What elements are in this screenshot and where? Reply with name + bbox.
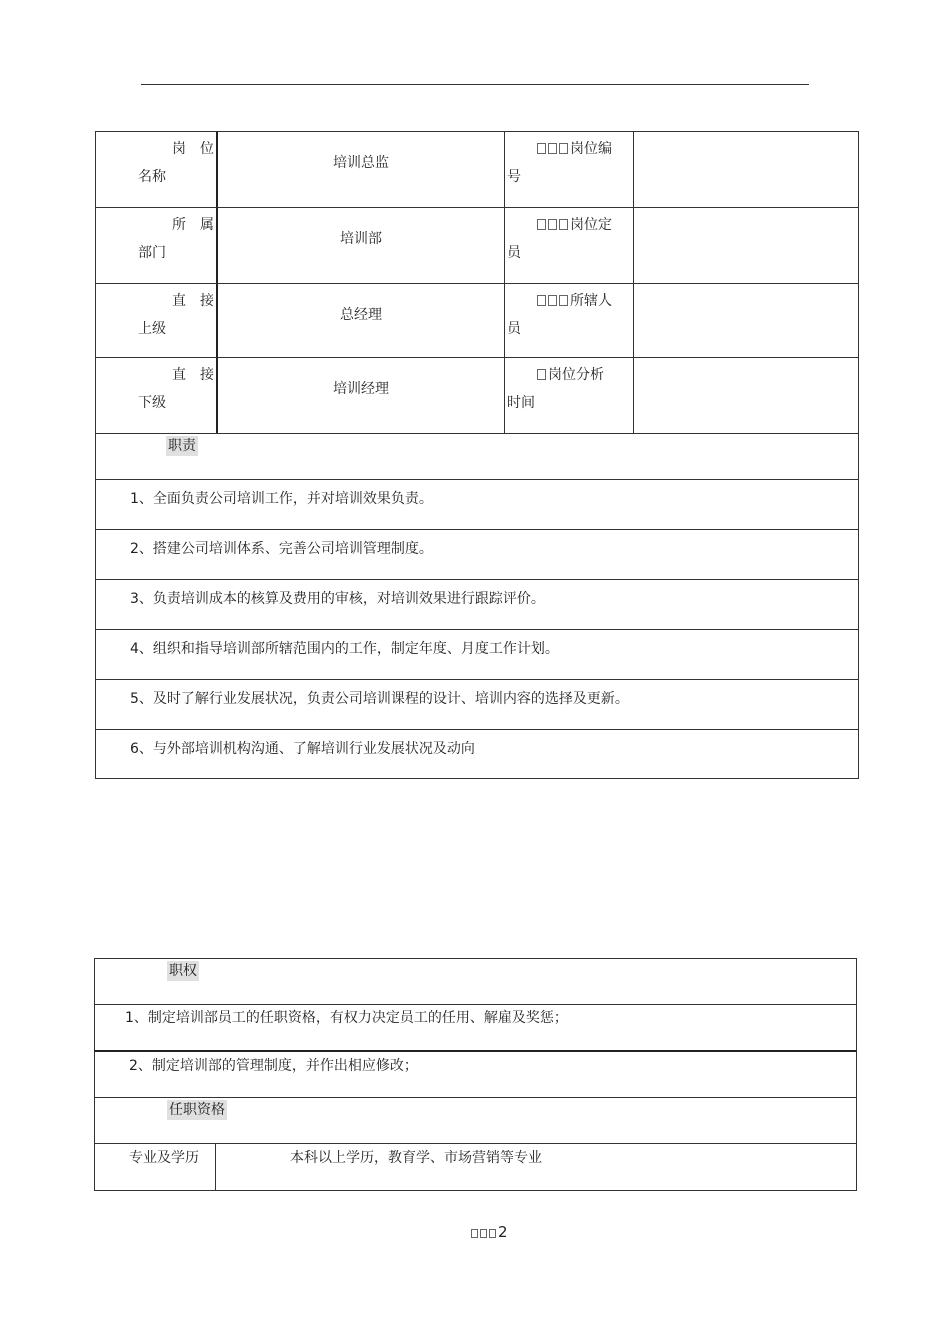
info-cell-label (95, 207, 228, 283)
info-right-label-bottom: 员 (507, 245, 521, 261)
qualifications-heading: 任职资格 (169, 1102, 225, 1118)
info-cell-value (218, 131, 505, 207)
info-label-top: 所属 (172, 217, 228, 233)
authority-heading-row (94, 958, 857, 1004)
info-value: 总经理 (340, 307, 382, 323)
info-right-label-bottom: 时间 (507, 395, 535, 411)
duty-text: 6、与外部培训机构沟通、了解培训行业发展状况及动向 (130, 741, 475, 757)
duties-heading-row (95, 433, 859, 479)
info-label-bottom: 上级 (138, 321, 166, 337)
placeholder-box-icon (537, 369, 546, 380)
info-value: 培训经理 (333, 381, 389, 397)
duty-text: 3、负责培训成本的核算及费用的审核，对培训效果进行跟踪评价。 (130, 591, 545, 607)
header-rule (141, 84, 809, 85)
info-right-label-top: 岗位编 (537, 138, 612, 158)
info-cell-right-label (505, 131, 634, 207)
placeholder-box-icon (548, 295, 557, 306)
info-cell-label (95, 283, 228, 357)
info-label-top: 岗位 (172, 141, 228, 157)
placeholder-box-icon (480, 1229, 487, 1238)
duty-text: 1、全面负责公司培训工作，并对培训效果负责。 (130, 491, 433, 507)
placeholder-box-icon (489, 1229, 496, 1238)
info-cell-right-label (505, 207, 634, 283)
page-number: 2 (498, 1223, 508, 1241)
info-value: 培训部 (340, 231, 382, 247)
placeholder-box-icon (548, 219, 557, 230)
authority-text: 2、制定培训部的管理制度，并作出相应修改； (129, 1058, 418, 1074)
duty-text: 5、及时了解行业发展状况，负责公司培训课程的设计、培训内容的选择及更新。 (130, 691, 629, 707)
qualification-value-cell (216, 1143, 857, 1191)
duties-heading: 职责 (168, 438, 196, 454)
info-cell-right-label (505, 283, 634, 357)
duty-item (95, 679, 859, 729)
info-label-bottom: 名称 (138, 169, 166, 185)
authority-item (94, 1004, 857, 1051)
page-footer (471, 1223, 508, 1241)
info-right-label-top: 岗位分析 (537, 364, 604, 384)
duty-item (95, 529, 859, 579)
qualification-value: 本科以上学历，教育学、市场营销等专业 (290, 1150, 542, 1166)
info-cell-right-label (505, 357, 634, 433)
duty-item (95, 479, 859, 529)
info-cell-right-value[interactable] (634, 131, 859, 207)
info-cell-value (218, 283, 505, 357)
info-label-bottom: 部门 (138, 245, 166, 261)
placeholder-box-icon (559, 143, 568, 154)
placeholder-box-icon (537, 219, 546, 230)
info-cell-right-value[interactable] (634, 283, 859, 357)
placeholder-box-icon (537, 143, 546, 154)
info-cell-value (218, 357, 505, 433)
info-right-label-bottom: 号 (507, 169, 521, 185)
placeholder-box-icon (537, 295, 546, 306)
info-value: 培训总监 (333, 155, 389, 171)
info-cell-label (95, 131, 228, 207)
duty-item (95, 629, 859, 679)
info-cell-label (95, 357, 228, 433)
info-label-bottom: 下级 (138, 395, 166, 411)
info-right-label-top: 岗位定 (537, 214, 612, 234)
placeholder-box-icon (559, 295, 568, 306)
info-right-label-top: 所辖人 (537, 290, 612, 310)
duty-item (95, 579, 859, 629)
info-cell-value (218, 207, 505, 283)
info-cell-right-value[interactable] (634, 207, 859, 283)
info-label-top: 直接 (172, 293, 228, 309)
placeholder-box-icon (471, 1229, 478, 1238)
duty-text: 2、搭建公司培训体系、完善公司培训管理制度。 (130, 541, 433, 557)
info-label-top: 直接 (172, 367, 228, 383)
authority-text: 1、制定培训部员工的任职资格，有权力决定员工的任用、解雇及奖惩； (125, 1010, 568, 1026)
placeholder-box-icon (548, 143, 557, 154)
duty-text: 4、组织和指导培训部所辖范围内的工作，制定年度、月度工作计划。 (130, 641, 559, 657)
qualification-label-cell (94, 1143, 216, 1191)
info-right-label-bottom: 员 (507, 321, 521, 337)
authority-heading: 职权 (169, 963, 197, 979)
qualifications-heading-row (94, 1097, 857, 1143)
authority-item (94, 1050, 857, 1098)
duty-item (95, 729, 859, 779)
placeholder-box-icon (559, 219, 568, 230)
qualification-label: 专业及学历 (129, 1150, 199, 1166)
info-cell-right-value[interactable] (634, 357, 859, 433)
